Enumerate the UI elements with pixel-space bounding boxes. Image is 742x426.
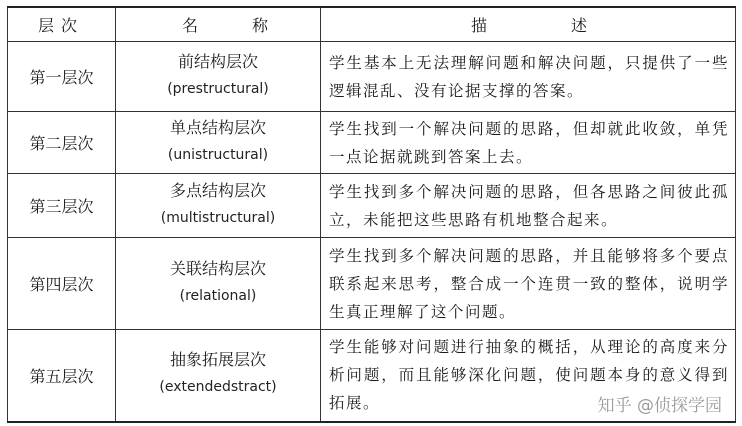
- name-cell: [116, 42, 321, 112]
- name-chinese: 多点结构层次: [169, 180, 266, 200]
- name-chinese: 单点结构层次: [169, 117, 266, 137]
- header-description: [321, 7, 736, 42]
- description-cell: 学生基本上无法理解问题和解决问题，只提供了一些逻辑混乱、没有论据支撑的答案。: [321, 42, 736, 112]
- level-cell: 第一层次: [8, 42, 116, 112]
- level-cell: 第四层次: [8, 238, 116, 330]
- level-cell: 第五层次: [8, 330, 116, 422]
- name-english: (relational): [179, 287, 257, 304]
- header-desc-char-2: 述: [570, 16, 587, 35]
- name-chinese: 抽象拓展层次: [169, 350, 266, 370]
- description-cell: 学生找到多个解决问题的思路，并且能够将多个要点联系起来思考，整合成一个连贯一致的整体，说明学生真正理解了这个问题。: [321, 238, 736, 330]
- header-level: [8, 7, 116, 42]
- table-row: [8, 42, 736, 112]
- table-row: [8, 112, 736, 174]
- description-cell: 学生能够对问题进行抽象的概括，从理论的高度来分析问题，而且能够深化问题，使问题本身的意义得到拓展。: [321, 330, 736, 422]
- watermark: 知乎 @侦探学园: [596, 391, 724, 416]
- description-cell: 学生找到多个解决问题的思路，但各思路之间彼此孤立，未能把这些思路有机地整合起来。: [321, 174, 736, 238]
- taxonomy-table-container: [7, 6, 735, 420]
- name-chinese: 前结构层次: [177, 51, 258, 71]
- description-cell: 学生找到一个解决问题的思路，但却就此收敛，单凭一点论据就跳到答案上去。: [321, 112, 736, 174]
- name-cell: [116, 174, 321, 238]
- header-name-char-2: 称: [251, 16, 268, 35]
- name-cell: [116, 112, 321, 174]
- name-english: (unistructural): [167, 146, 269, 163]
- header-row: [8, 7, 736, 42]
- level-cell: 第二层次: [8, 112, 116, 174]
- header-desc-char-1: 描: [471, 16, 488, 35]
- table-row: [8, 238, 736, 330]
- header-level-char-1: 层: [38, 16, 55, 35]
- name-cell: [116, 238, 321, 330]
- solo-taxonomy-table: [7, 6, 736, 423]
- name-english: (extendedstract): [159, 379, 277, 396]
- header-name: [116, 7, 321, 42]
- name-chinese: 关联结构层次: [169, 258, 266, 278]
- table-row: [8, 174, 736, 238]
- name-cell: [116, 330, 321, 422]
- name-english: (prestructural): [167, 80, 269, 97]
- header-name-char-1: 名: [182, 16, 199, 35]
- name-english: (multistructural): [160, 209, 276, 226]
- header-level-char-2: 次: [60, 16, 77, 35]
- level-cell: 第三层次: [8, 174, 116, 238]
